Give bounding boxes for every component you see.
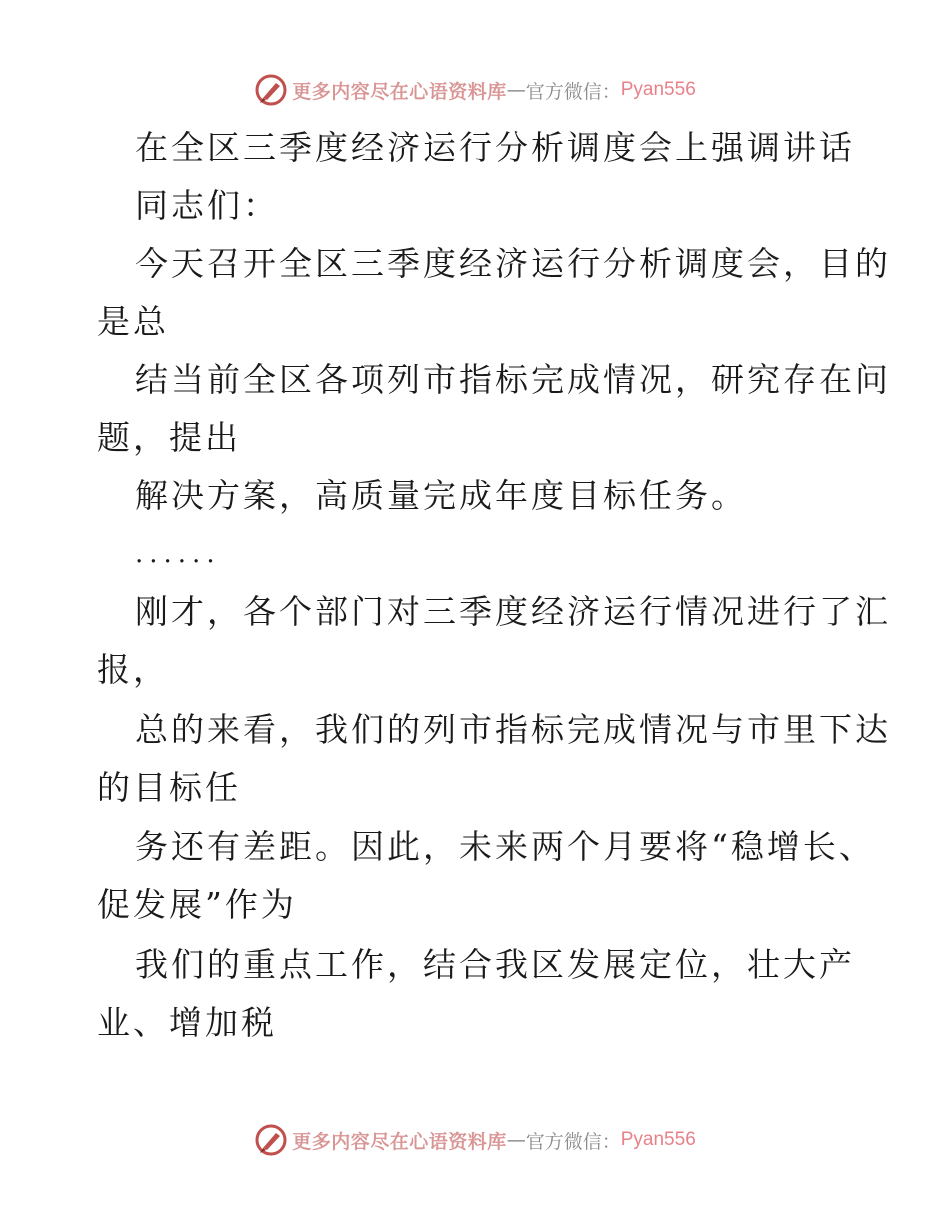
pen-logo-icon <box>254 73 288 107</box>
paragraph-line: 的目标任 <box>97 768 241 807</box>
paragraph-line: 刚才，各个部门对三季度经济运行情况进行了汇 <box>135 592 891 631</box>
pen-logo-icon <box>254 1123 288 1157</box>
wechat-id: Pyan556 <box>620 1129 696 1150</box>
promo-text: 更多内容尽在心语资料库 <box>292 1130 507 1153</box>
paragraph-line: 今天召开全区三季度经济运行分析调度会，目的 <box>135 244 891 283</box>
document-title: 在全区三季度经济运行分析调度会上强调讲话 <box>135 128 855 167</box>
paragraph-line: 报， <box>97 650 169 689</box>
paragraph-line: 总的来看，我们的列市指标完成情况与市里下达 <box>135 710 891 749</box>
greeting: 同志们： <box>135 186 279 225</box>
promo-text: 更多内容尽在心语资料库 <box>292 80 507 103</box>
paragraph-line: 解决方案，高质量完成年度目标任务。 <box>135 476 747 515</box>
wechat-label: 官方微信： <box>525 80 621 103</box>
paragraph-line: 题，提出 <box>97 418 241 457</box>
paragraph-line: 是总 <box>97 302 169 341</box>
wechat-id: Pyan556 <box>620 79 696 100</box>
ellipsis-line: ...... <box>135 539 221 569</box>
separator: — <box>506 1129 526 1151</box>
separator: — <box>506 79 526 101</box>
wechat-label: 官方微信： <box>525 1130 621 1153</box>
footer-watermark <box>0 1120 950 1160</box>
paragraph-line: 业、增加税 <box>97 1003 277 1042</box>
paragraph-line: 结当前全区各项列市指标完成情况，研究存在问 <box>135 360 891 399</box>
paragraph-line: 我们的重点工作，结合我区发展定位，壮大产 <box>135 945 855 984</box>
paragraph-line: 务还有差距。因此，未来两个月要将“稳增长、 <box>135 827 875 866</box>
paragraph-line: 促发展”作为 <box>97 885 297 924</box>
header-watermark <box>0 70 950 110</box>
